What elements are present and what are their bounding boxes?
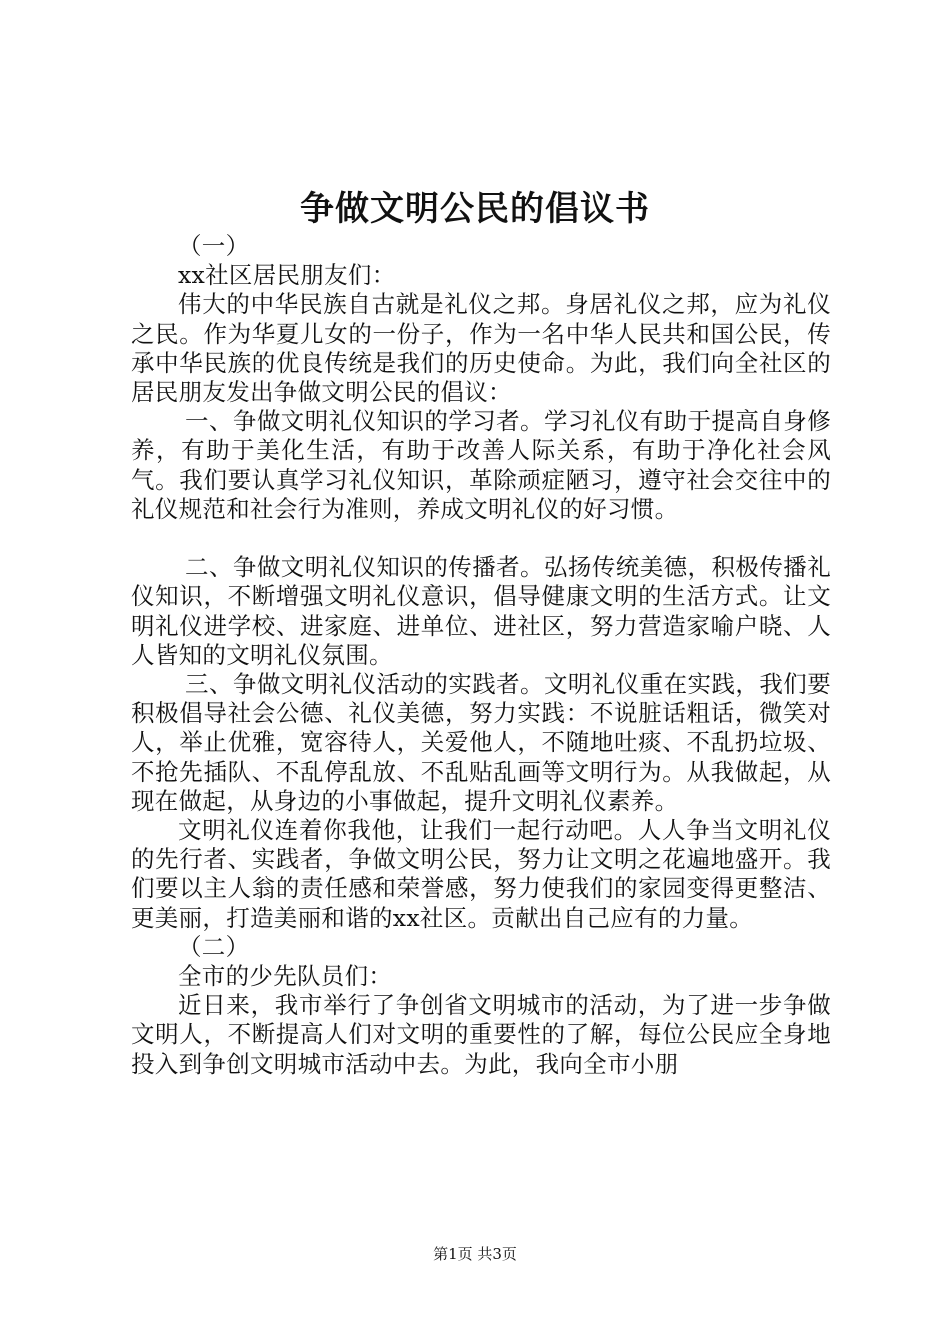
salutation-two: 全市的少先队员们： — [178, 962, 393, 991]
salutation: xx社区居民朋友们： — [178, 261, 396, 290]
document-body — [131, 232, 831, 1079]
page-number-footer: 第1页 共3页 — [433, 1245, 517, 1263]
paragraph-intro: 伟大的中华民族自古就是礼仪之邦。身居礼仪之邦，应为礼仪之民。作为华夏儿女的一份子，作为一名中华人民共和国公民，传承中华民族的优良传统是我们的历史使命。为此，我们向全社区的居民朋友发出争做文明公民的倡议： — [131, 290, 831, 407]
paragraph-point-one: 一、争做文明礼仪知识的学习者。学习礼仪有助于提高自身修养，有助于美化生活，有助于改善人际关系，有助于净化社会风气。我们要认真学习礼仪知识，革除顽症陋习，遵守社会交往中的礼仪规范和社会行为准则，养成文明礼仪的好习惯。 — [131, 407, 831, 523]
paragraph-closing: 文明礼仪连着你我他，让我们一起行动吧。人人争当文明礼仪的先行者、实践者，争做文明公民，努力让文明之花遍地盛开。我们要以主人翁的责任感和荣誉感，努力使我们的家园变得更整洁、更美丽，打造美丽和谐的xx社区。贡献出自己应有的力量。 — [131, 816, 831, 932]
document-title: 争做文明公民的倡议书 — [300, 189, 650, 229]
paragraph-point-two: 二、争做文明礼仪知识的传播者。弘扬传统美德，积极传播礼仪知识，不断增强文明礼仪意识，倡导健康文明的生活方式。让文明礼仪进学校、进家庭、进单位、进社区，努力营造家喻户晓、人人皆知的文明礼仪氛围。 — [131, 553, 831, 669]
section-marker-one: （一） — [178, 232, 250, 260]
paragraph-section-two-intro: 近日来，我市举行了争创省文明城市的活动，为了进一步争做文明人，不断提高人们对文明的重要性的了解，每位公民应全身地投入到争创文明城市活动中去。为此，我向全市小朋 — [131, 991, 831, 1078]
section-marker-two: （二） — [178, 932, 250, 961]
paragraph-point-three: 三、争做文明礼仪活动的实践者。文明礼仪重在实践，我们要积极倡导社会公德、礼仪美德，努力实践：不说脏话粗话，微笑对人，举止优雅，宽容待人，关爱他人，不随地吐痰、不乱扔垃圾、不抢先插队、不乱停乱放、不乱贴乱画等文明行为。从我做起，从现在做起，从身边的小事做起，提升文明礼仪素养。 — [131, 670, 831, 815]
